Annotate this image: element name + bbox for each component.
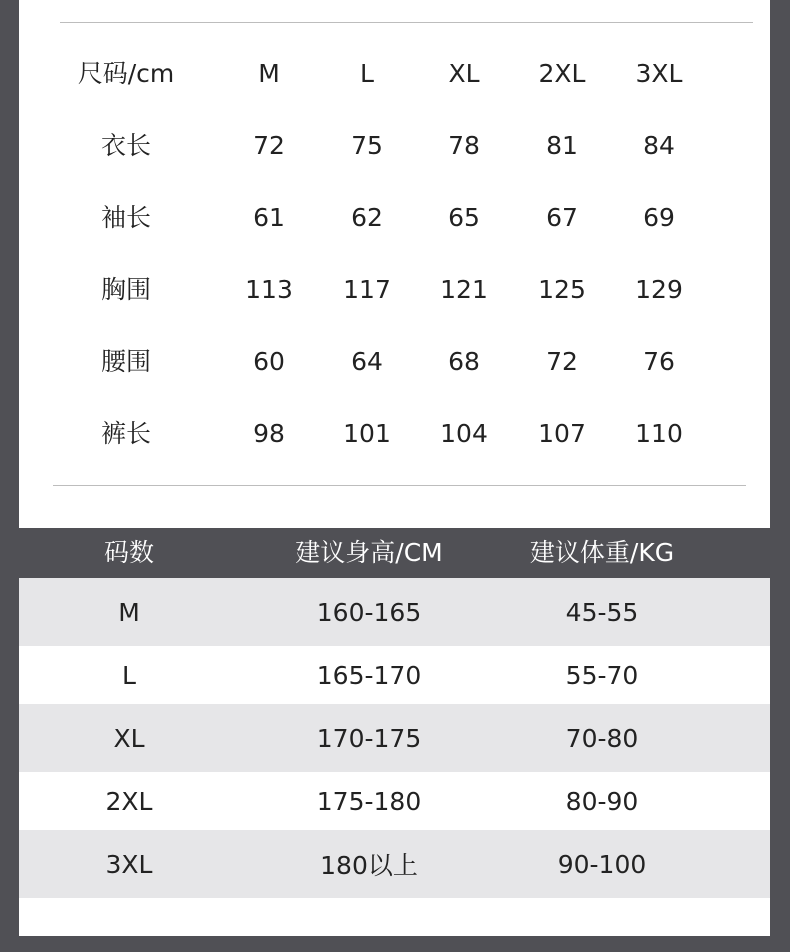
table-cell: 67 xyxy=(546,203,578,232)
table-cell: 117 xyxy=(343,275,391,304)
table-cell: 64 xyxy=(351,347,383,376)
size-chart-header-3xl: 3XL xyxy=(635,59,683,88)
table-cell: 69 xyxy=(643,203,675,232)
table-cell: 84 xyxy=(643,131,675,160)
table-cell: 81 xyxy=(546,131,578,160)
table-cell: 121 xyxy=(440,275,488,304)
table-cell: 60 xyxy=(253,347,285,376)
size-chart-row-pants-length xyxy=(0,398,790,470)
size-chart-row-length xyxy=(0,110,790,182)
table-cell: 70-80 xyxy=(565,723,639,753)
table-cell: L xyxy=(122,660,136,690)
table-cell: 2XL xyxy=(105,786,153,816)
table-cell: 129 xyxy=(635,275,683,304)
table-cell: 107 xyxy=(538,419,586,448)
table-cell: 78 xyxy=(448,131,480,160)
table-cell: 104 xyxy=(440,419,488,448)
table-row xyxy=(19,830,770,898)
divider-top xyxy=(60,22,753,23)
table-cell: 75 xyxy=(351,131,383,160)
size-chart-header-l: L xyxy=(360,59,374,88)
table-cell: 72 xyxy=(253,131,285,160)
row-label: 裤长 xyxy=(100,419,152,448)
table-cell: 180以上 xyxy=(320,851,418,880)
table-cell: 165-170 xyxy=(316,660,422,690)
recommend-header-height: 建议身高/CM xyxy=(295,538,443,567)
table-cell: 55-70 xyxy=(565,660,639,690)
row-label: 衣长 xyxy=(100,131,152,160)
table-cell: 160-165 xyxy=(316,597,422,627)
table-cell: 175-180 xyxy=(316,786,422,816)
table-cell: 61 xyxy=(253,203,285,232)
table-cell: M xyxy=(118,597,140,627)
table-cell: 170-175 xyxy=(316,723,422,753)
table-cell: 101 xyxy=(343,419,391,448)
table-cell: 3XL xyxy=(105,849,153,879)
size-chart-header-2xl: 2XL xyxy=(538,59,586,88)
table-row xyxy=(19,772,770,830)
table-row xyxy=(19,704,770,772)
table-cell: 68 xyxy=(448,347,480,376)
table-cell: 90-100 xyxy=(557,849,647,879)
table-cell: 113 xyxy=(245,275,293,304)
size-chart-header-xl: XL xyxy=(448,59,480,88)
table-cell: 76 xyxy=(643,347,675,376)
size-chart-row-sleeve xyxy=(0,182,790,254)
table-cell: 72 xyxy=(546,347,578,376)
table-row xyxy=(19,578,770,646)
size-chart-row-chest xyxy=(0,254,790,326)
row-label: 腰围 xyxy=(100,347,152,376)
table-cell: 45-55 xyxy=(565,597,639,627)
table-cell: 80-90 xyxy=(565,786,639,816)
size-chart-header-row xyxy=(0,38,790,110)
recommend-chart-header xyxy=(0,528,790,578)
table-cell: 98 xyxy=(253,419,285,448)
table-cell: 110 xyxy=(635,419,683,448)
recommend-header-size: 码数 xyxy=(103,538,155,567)
row-label: 袖长 xyxy=(100,203,152,232)
size-chart-header-label: 尺码/cm xyxy=(77,59,175,88)
row-label: 胸围 xyxy=(100,275,152,304)
table-cell: XL xyxy=(113,723,145,753)
size-chart-row-waist xyxy=(0,326,790,398)
table-cell: 65 xyxy=(448,203,480,232)
table-cell: 125 xyxy=(538,275,586,304)
divider-bottom xyxy=(53,485,746,486)
table-cell: 62 xyxy=(351,203,383,232)
recommend-header-weight: 建议体重/KG xyxy=(529,538,675,567)
table-row xyxy=(19,646,770,704)
size-chart-header-m: M xyxy=(258,59,280,88)
